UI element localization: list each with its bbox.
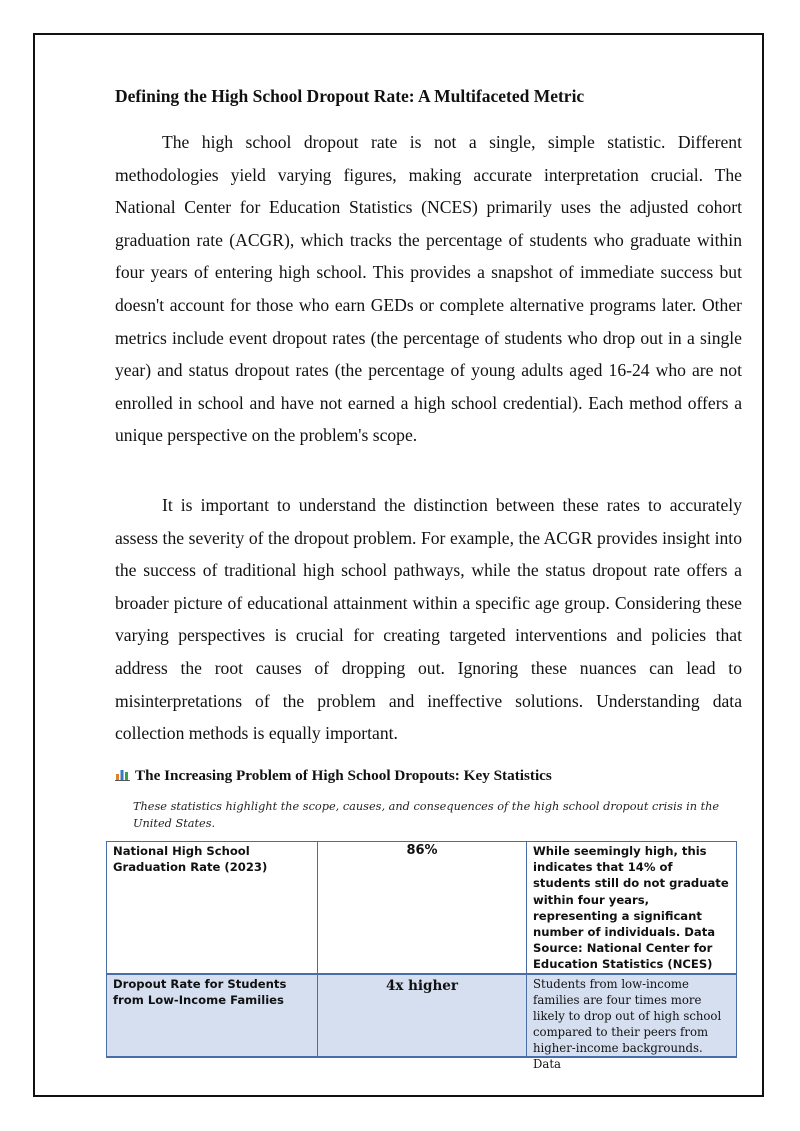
table-row <box>107 974 737 1057</box>
stats-subtitle: These statistics highlight the scope, causes, and consequences of the high school dropout crisis in the United States. <box>133 800 720 830</box>
stats-table <box>106 841 737 1072</box>
stats-title-text: The Increasing Problem of High School Dropouts: Key Statistics <box>135 767 552 784</box>
metric-cell: National High School Graduation Rate (2023) <box>107 842 318 974</box>
note-cell <box>527 974 737 1072</box>
note-cell: While seemingly high, this indicates that 14% of students still do not graduate within four years, representing a significant number of individuals. Data Source: National Center for Education Statistics (NCES) <box>527 842 737 974</box>
paragraph-2: It is important to understand the distinction between these rates to accurately assess the severity of the dropout problem. For example, the ACGR provides insight into the success of traditional high school pathways, while the status dropout rate offers a broader picture of educational attainment within a specific age group. Considering these varying perspectives is crucial for creating targeted interventions and policies that address the root causes of dropping out. Ignoring these nuances can lead to misinterpretations of the problem and ineffective solutions. Understanding data collection methods is equally important. <box>115 495 742 744</box>
value-cell: 4x higher <box>318 974 527 1057</box>
paragraph-1: The high school dropout rate is not a single, simple statistic. Different methodologies yield varying figures, making accurate interpretation crucial. The National Center for Education Statistics (NCES) primarily uses the adjusted cohort graduation rate (ACGR), which tracks the percentage of students who graduate within four years of entering high school. This provides a snapshot of immediate success but doesn't account for those who earn GEDs or complete alternative programs later. Other metrics include event dropout rates (the percentage of students who drop out in a single year) and status dropout rates (the percentage of young adults aged 16-24 who are not enrolled in school and have not earned a high school credential). Each method offers a unique perspective on the problem's scope. <box>115 132 742 446</box>
value-cell: 86% <box>318 842 527 974</box>
stats-title <box>115 767 552 786</box>
section-heading: Defining the High School Dropout Rate: A Multifaceted Metric <box>115 86 585 106</box>
note-text: Students from low-income families are four times more likely to drop out of high school compared to their peers from higher-income backgrounds. Data <box>533 976 722 1072</box>
table-row <box>107 842 737 974</box>
bar-chart-icon <box>115 768 130 786</box>
metric-cell: Dropout Rate for Students from Low-Income Families <box>107 974 318 1057</box>
